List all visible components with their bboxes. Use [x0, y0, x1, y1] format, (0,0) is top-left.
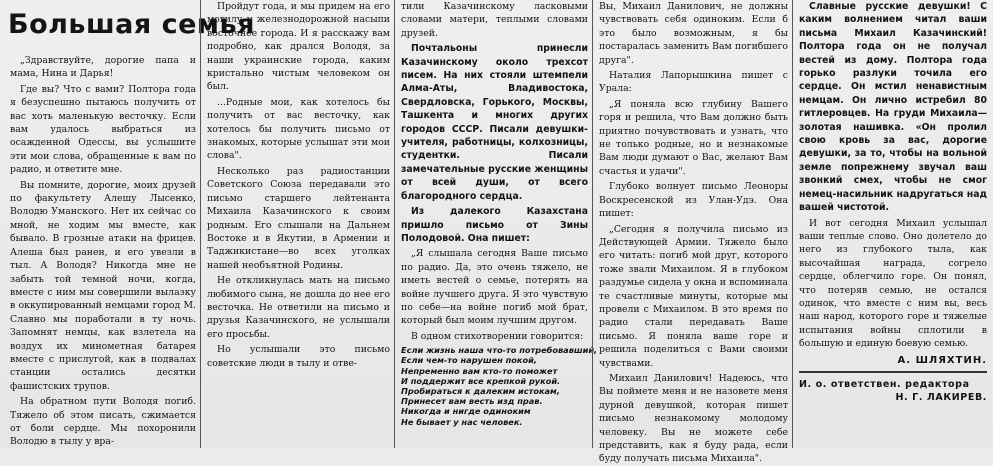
column-3 — [394, 0, 598, 448]
paragraph: Где вы? Что с вами? Полтора года я безуспешно пытаюсь получить от вас хоть маленькую весточку. Если вам удалось выбраться из осажденной Одессы, вы услышите эти мои слова, обращенные к вам по радио, и ответите мне. — [10, 83, 196, 176]
editor-name: Н. Г. ЛАКИРЕВ. — [895, 391, 987, 403]
poem-line: И поддержит все крепкой рукой. — [401, 375, 561, 386]
paragraph: ...Родные мои, как хотелось бы получить от вас весточку, как хотелось бы получить письмо от знакомых, которые услышат эти мои слова". — [207, 96, 390, 162]
paragraph-bold: Славные русские девушки! С каким волнением читал ваши письма Михаил Казачинский! Полтора года он не получал вестей из дому. Полтора года горько разлуки точила его сердце. Он мстил ненавистным немцам. Он лично истребил 80 гитлеровцев. На груди Михаила—золотая нашивка. «Он пролил свою кровь за вас, дорогие девушки, за то, чтобы на вольной земле попрежнему звучал ваш звонкий смех, чтобы не смог немец-насильник надругаться над вашей чистотой. — [799, 1, 987, 214]
letter-greeting: „Здравствуйте, дорогие папа и мама, Нина и Дарья! — [10, 55, 196, 80]
paragraph: Вы помните, дорогие, моих друзей по факультету Алешу Лысенко, Володю Уманского. Нет их сейчас со мной, не ходим мы вместе, как бывало. В грозные атаки на фрицев. Алеша был ранен, и его увезли в тыл. А Володя? Никогда мне не забыть той темной ночи, когда, вместе с ним мы совершили вылазку в оккупированный немцами город М. Славно мы поработали в ту ночь. Запомнят немцы, как взлетела на воздух их минометная батарея вместе с прислугой, как в подвалах станции остались десятки фашистских трупов. — [10, 179, 196, 392]
poem-line: Если жизнь наша что-то потребовавший, — [401, 345, 598, 356]
headline-block — [4, 0, 255, 48]
headline: Большая семья — [8, 8, 255, 40]
paragraph: Но услышали это письмо советские люди в тылу и отве- — [207, 344, 390, 369]
poem-line: Не бывает у нас человек. — [401, 416, 523, 427]
poem-line: Если чем-то нарушен покой, — [401, 355, 537, 366]
column-4 — [592, 0, 792, 465]
paragraph-bold: Из далекого Казахстана пришло письмо от Зины Полодовой. Она пишет: — [401, 206, 588, 244]
poem-line: Никогда и нигде одиноким — [401, 406, 531, 417]
poem-line: Непременно вам кто-то поможет — [401, 365, 558, 376]
author-signature: А. ШЛЯХТИН. — [897, 354, 987, 366]
paragraph: Глубоко волнует письмо Леоноры Воскресенской из Улан-Удэ. Она пишет: — [599, 181, 788, 220]
quoted-letter: „Сегодня я получила письмо из Действующей Армии. Тяжело было его читать: погиб мой друг, которого тоже звали Михаилом. Я в глубоком раздумье сидела у окна и вспоминала те счастливые минуты, которые мы провели с Михаилом. В это время по радио стали передавать Ваше письмо. Я поняла ваше горе и решила поделиться с Вами своими чувствами. — [599, 223, 788, 369]
paragraph-bold: Почтальоны принесли Казачинскому около трехсот писем. На них стояли штемпели Алма-Аты, Владивостока, Свердловска, Горького, Москвы, Ташкента и многих других городов СССР. Писали девушки-учителя, работницы, колхозницы, студентки. Писали замечательные русские женщины от всей души, от всего благородного сердца. — [401, 43, 588, 202]
editor-credit — [799, 378, 987, 404]
poem — [401, 345, 598, 427]
column-5 — [792, 0, 993, 448]
divider — [799, 371, 987, 373]
paragraph: И вот сегодня Михаил услышал ваши теплые слово. Оно долетело до него из глубокого тыла, как высочайшая награда, согрело сердце, облегчило горе. Он понял, что потеряв семью, не остался одинок, что вместе с ним вы, весь наш народ, которого горе и тяжелые испытания войны сплотили в большую и единую боевую семью. — [799, 217, 987, 350]
paragraph: тили Казачинскому ласковыми словами матери, теплыми словами друзей. — [401, 1, 588, 39]
paragraph: На обратном пути Володя погиб. Тяжело об этом писать, сжимается от боли сердце. Мы похоронили Володю в тылу у вра- — [10, 396, 196, 448]
poem-line: Принесет вам весть изд прав. — [401, 396, 543, 407]
column-1 — [0, 0, 255, 448]
paragraph: Пройдут года, и мы придем на его могилу у железнодорожной насыпи восточнее города. И я расскажу вам подробно, как дрался Володя, за наши украинские города, каким кристально чистым человеком он был. — [207, 1, 390, 93]
paragraph: В одном стихотворении говорится: — [411, 330, 584, 342]
paragraph: Наталия Лапорышкина пишет с Урала: — [599, 70, 788, 95]
poem-line: Пробираться к далеким истокам, — [401, 385, 560, 396]
column-2 — [200, 0, 394, 448]
quoted-letter: „Я слышала сегодня Ваше письмо по радио. Да, это очень тяжело, не иметь вестей о семье, потерять на войне лучшего друга. Я это чувствую по себе—на войне погиб мой брат, который был моим лучшим другом. — [401, 248, 588, 327]
paragraph: Вы, Михаил Данилович, не должны чувствовать себя одиноким. Если б это было возможным, я бы постаралась заменить Вам погибшего друга". — [599, 1, 788, 66]
editor-title: И. о. ответствен. редактора — [799, 378, 970, 390]
paragraph: Не откликнулась мать на письмо любимого сына, не дошла до нее его весточка. Не ответили на письмо и друзья Казачинского, не услышали его просьбы. — [207, 275, 390, 340]
paragraph: Несколько раз радиостанции Советского Союза передавали это письмо старшего лейтенанта Михаила Казачинского к своим родным. Его слышали на Дальнем Востоке и в Якутии, в Армении и Таджикистане—во всех уголках нашей необъятной Родины. — [207, 165, 390, 271]
quoted-letter: „Я поняла всю глубину Вашего горя и решила, что Вам должно быть приятно почувствовать и узнать, что не только родные, но и незнакомые Вам люди думают о Вас, желают Вам счастья и удачи". — [599, 98, 788, 177]
quoted-letter: Михаил Данилович! Надеюсь, что Вы поймете меня и не назовете меня дурной девушкой, которая пишет письмо незнакомому молодому человеку. Вы не можете себе представить, как я буду рада, если буду получать письма Михаила". — [599, 372, 788, 465]
